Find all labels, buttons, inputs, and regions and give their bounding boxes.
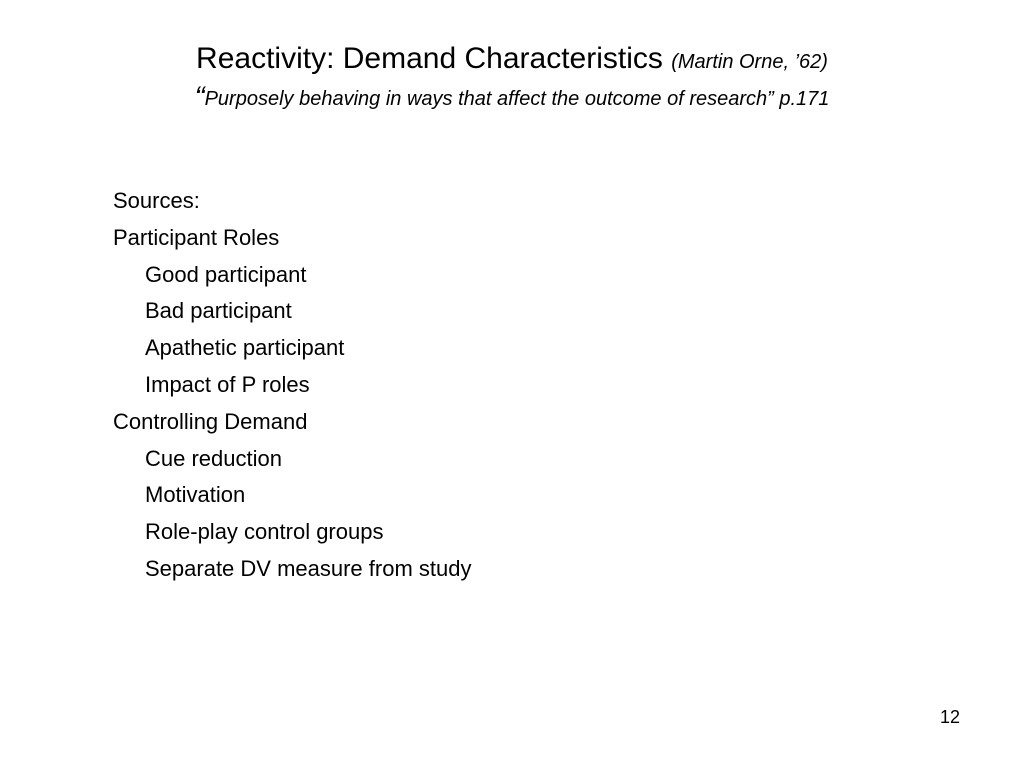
list-item: Separate DV measure from study <box>145 555 472 581</box>
definition-text: Purposely behaving in ways that affect the outcome of research” p.171 <box>204 88 830 110</box>
slide-title-block <box>0 38 1024 114</box>
list-item: Participant Roles <box>113 224 280 250</box>
slide-title: Reactivity: Demand Characteristics <box>196 42 663 75</box>
list-item: Impact of P roles <box>145 371 310 397</box>
body-list <box>113 183 471 588</box>
title-citation: (Martin Orne, ’62) <box>671 51 828 73</box>
list-item: Motivation <box>145 482 246 508</box>
list-item: Controlling Demand <box>113 408 308 434</box>
list-item: Apathetic participant <box>145 335 345 361</box>
list-item: Bad participant <box>145 298 292 324</box>
list-item: Sources: <box>113 188 200 213</box>
page-number: 12 <box>939 707 961 727</box>
list-item: Cue reduction <box>145 445 282 471</box>
definition-line <box>0 83 1024 114</box>
open-quote: “ <box>194 81 205 114</box>
list-item: Role-play control groups <box>145 519 384 545</box>
list-item: Good participant <box>145 261 307 287</box>
title-line <box>0 38 1024 83</box>
